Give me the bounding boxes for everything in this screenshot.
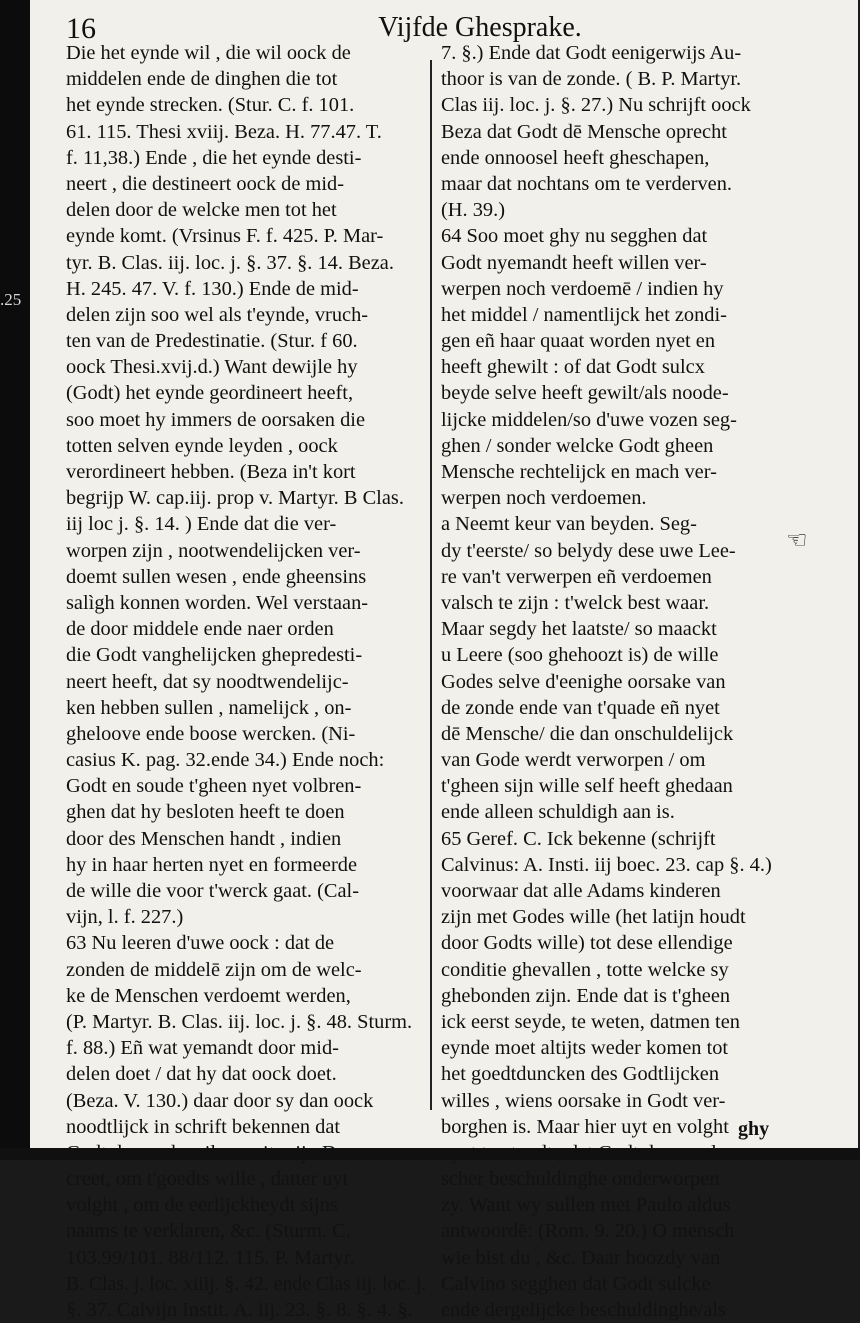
text-line: f. 88.) Eñ wat yemandt door mid- (66, 1037, 339, 1060)
text-line: vijn, l. f. 227.) (66, 906, 184, 929)
text-line: het middel / namentlijck het zondi- (441, 303, 727, 326)
text-line: B. Clas. j. loc. xiiij. §. 42. ende Clas iij. loc. j. (66, 1272, 427, 1295)
book-page (30, 0, 858, 1321)
text-line: u Leere (soo ghehoozt is) de wille (441, 644, 719, 667)
text-line: heeft ghewilt : of dat Godt sulcx (441, 356, 705, 379)
text-line: ende alleen schuldigh aan is. (441, 801, 675, 824)
text-line: zy. Want wy sullen met Paulo aldus (441, 1194, 731, 1217)
text-line: begrijp W. cap.iij. prop v. Martyr. B Clas. (66, 487, 404, 510)
text-line: beyde selve heeft gewilt/als noode- (441, 382, 729, 405)
text-line: het goedtduncken des Godtlijcken (441, 1063, 720, 1086)
text-line: gen eñ haar quaat worden nyet en (441, 330, 716, 353)
text-line: gheloove ende boose wercken. (Ni- (66, 722, 356, 745)
text-line: dy t'eerste/ so belydy dese uwe Lee- (441, 539, 736, 562)
text-line: willes , wiens oorsake in Godt ver- (441, 1089, 726, 1112)
text-line: werpen noch verdoemen. (441, 487, 647, 510)
text-line: van Gode werdt verworpen / om (441, 749, 706, 772)
text-line: ghebonden zijn. Ende dat is t'gheen (441, 984, 731, 1007)
text-line: delen zijn soo wel als t'eynde, vruch- (66, 303, 369, 326)
right-column (441, 40, 786, 1323)
text-line: middelen ende de dinghen die tot (66, 68, 338, 91)
margin-note: .25 (0, 290, 22, 309)
text-line: (P. Martyr. B. Clas. iij. loc. j. §. 48. Sturm. (66, 1010, 413, 1033)
text-line: Maar segdy het laatste/ so maackt (441, 618, 717, 641)
text-line: casius K. pag. 32.ende 34.) Ende noch: (66, 749, 385, 772)
text-line: tyr. B. Clas. iij. loc. j. §. 37. §. 14. Beza. (66, 251, 394, 274)
text-line: door Godts wille) tot dese ellendige (441, 932, 733, 955)
text-line: ghen / sonder welcke Godt gheen (441, 434, 714, 457)
text-line: 7. §.) Ende dat Godt eenigerwijs Au- (441, 42, 742, 64)
text-line: worpen zijn , nootwendelijcken ver- (66, 539, 361, 562)
text-line: ghen dat hy besloten heeft te doen (66, 801, 345, 824)
text-line: 103.99/101. 88/112. 115. P. Martyr. (66, 1246, 355, 1269)
text-line: wie bist du , &c. Daar hoozdy van (441, 1246, 721, 1269)
text-line: ke de Menschen verdoemt werden, (66, 984, 351, 1007)
text-line: oock Thesi.xvij.d.) Want dewijle hy (66, 356, 358, 379)
scan-bottom-edge (0, 1148, 860, 1160)
text-line: thoor is van de zonde. ( B. P. Martyr. (441, 68, 742, 91)
text-line: ten van de Predestinatie. (Stur. f 60. (66, 330, 358, 353)
page-number: 16 (66, 12, 96, 45)
text-line: Godt en soude t'gheen nyet volbren- (66, 775, 362, 798)
scan-left-edge (0, 0, 30, 1160)
text-line: delen door de welcke men tot het (66, 199, 337, 222)
text-line: volght , om de eerlijckheydt sijns (66, 1194, 338, 1217)
text-line: re van't verwerpen eñ verdoemen (441, 565, 712, 588)
text-line: lijcke middelen/so d'uwe vozen seg- (441, 408, 737, 431)
text-line: scher beschuldinghe onderworpen (441, 1168, 720, 1191)
text-line: soo moet hy immers de oorsaken die (66, 408, 365, 431)
text-line: 61. 115. Thesi xviij. Beza. H. 77.47. T. (66, 120, 382, 143)
text-line: verordineert hebben. (Beza in't kort (66, 461, 356, 483)
text-line: H. 245. 47. V. f. 130.) Ende de mid- (66, 277, 359, 300)
text-line: ende onnoosel heeft gheschapen, (441, 146, 710, 169)
text-line: Calvinus: A. Insti. iij boec. 23. cap §. 4.) (441, 853, 772, 876)
text-line: creet, om t'goedts wille , datter uyt (66, 1168, 349, 1191)
text-line: conditie ghevallen , totte welcke sy (441, 958, 729, 981)
text-line: noodtlijck in schrift bekennen dat (66, 1115, 341, 1138)
text-line: ken hebben sullen , namelijck , on- (66, 696, 352, 719)
text-line: die Godt vanghelijcken ghepredesti- (66, 644, 363, 667)
text-line: neert heeft, dat sy noodtwendelijc- (66, 670, 349, 693)
text-line: door des Menschen handt , indien (66, 827, 342, 850)
text-line: Godt nyemandt heeft willen ver- (441, 251, 707, 274)
text-line: zonden de middelē zijn om de welc- (66, 958, 362, 981)
text-line: eynde moet altijts weder komen tot (441, 1037, 729, 1060)
text-line: t'gheen sijn wille self heeft ghedaan (441, 775, 733, 798)
text-line: 63 Nu leeren d'uwe oock : dat de (66, 932, 335, 955)
text-line: salìgh konnen worden. Wel verstaan- (66, 591, 369, 614)
text-line: antwoordē: (Rom. 9. 20.) O mensch (441, 1220, 735, 1243)
text-line: neert , die destineert oock de mid- (66, 172, 345, 195)
text-line: Calvino segghen dat Godt sulcke (441, 1272, 711, 1295)
text-line: ick eerst seyde, te weten, datmen ten (441, 1010, 740, 1033)
text-line: hy in haar herten nyet en formeerde (66, 853, 357, 876)
text-line: (Beza. V. 130.) daar door sy dan oock (66, 1089, 374, 1112)
text-line: het eynde strecken. (Stur. C. f. 101. (66, 94, 355, 117)
text-line: ende dergelijcke beschuldinghe/als (441, 1299, 726, 1321)
running-head-title: Vijfde Ghesprake. (378, 12, 582, 43)
text-line: f. 11,38.) Ende , die het eynde desti- (66, 146, 362, 169)
text-line: de wille die voor t'werck gaat. (Cal- (66, 880, 359, 902)
text-line: dē Mensche/ die dan onschuldelijck (441, 722, 734, 745)
text-line: maar dat nochtans om te verderven. (441, 172, 733, 195)
text-line: §. 37. Calvijn Instit. A. iij. 23. §. 8. §. 4. §. (66, 1299, 413, 1321)
text-line: delen doet / dat hy dat oock doet. (66, 1063, 337, 1086)
text-line: (H. 39.) (441, 199, 505, 222)
text-line: Godes selve d'eenighe oorsake van (441, 670, 726, 693)
text-line: naams te verklaren, &c. (Sturm. C. (66, 1220, 351, 1243)
text-line: de door middele ende naer orden (66, 618, 334, 641)
pointing-hand-icon: ☜ (786, 526, 808, 554)
text-line: werpen noch verdoemē / indien hy (441, 277, 724, 300)
text-line: Beza dat Godt dē Mensche oprecht (441, 120, 727, 143)
text-line: voorwaar dat alle Adams kinderen (441, 880, 721, 902)
left-column (66, 40, 426, 1323)
text-line: 64 Soo moet ghy nu segghen dat (441, 225, 708, 248)
text-line: Mensche rechtelijck en mach ver- (441, 461, 717, 483)
column-divider (430, 60, 432, 1110)
text-line: eynde komt. (Vrsinus F. f. 425. P. Mar- (66, 225, 384, 248)
text-line: 65 Geref. C. Ick bekenne (schrijft (441, 827, 716, 850)
text-line: Die het eynde wil , die wil oock de (66, 42, 351, 64)
text-line: (Godt) het eynde geordineert heeft, (66, 382, 354, 405)
text-line: doemt sullen wesen , ende gheensins (66, 565, 367, 588)
text-line: valsch te zijn : t'welck best waar. (441, 591, 710, 614)
text-line: Clas iij. loc. j. §. 27.) Nu schrijft oock (441, 94, 751, 117)
text-line: zijn met Godes wille (het latijn houdt (441, 906, 746, 929)
catchword: ghy (738, 1118, 770, 1140)
text-line: borghen is. Maar hier uyt en volght (441, 1115, 729, 1138)
text-line: de zonde ende van t'quade eñ nyet (441, 696, 720, 719)
text-line: totten selven eynde leyden , oock (66, 434, 338, 457)
text-line: iij loc j. §. 14. ) Ende dat die ver- (66, 513, 337, 536)
text-line: a Neemt keur van beyden. Seg- (441, 513, 697, 536)
